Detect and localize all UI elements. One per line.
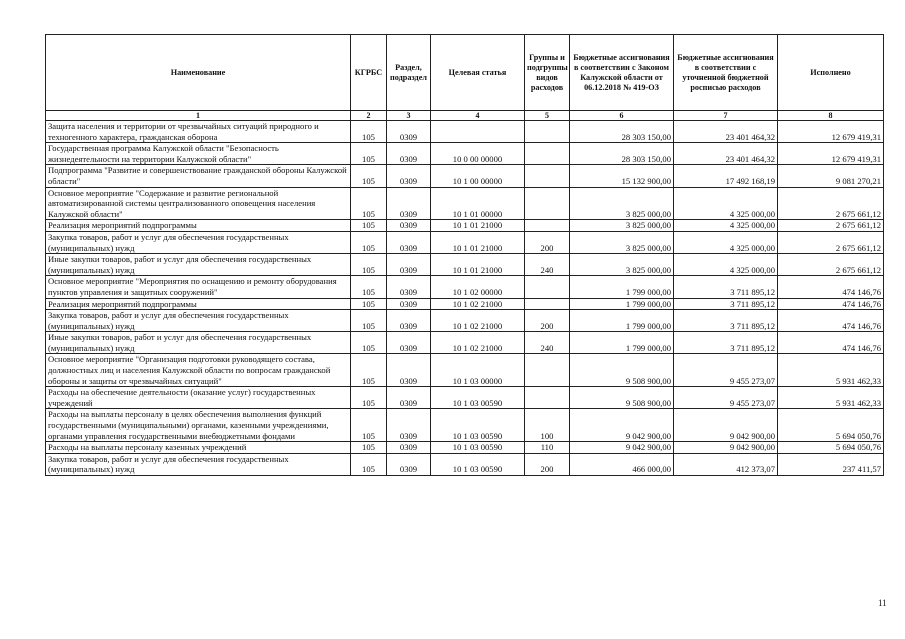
header-target: Целевая статья [431,35,525,111]
cell-refined-amount: 17 492 168,19 [674,165,778,187]
column-number: 6 [570,111,674,121]
cell-kgrbs: 105 [351,387,387,409]
cell-target: 10 1 01 21000 [431,220,525,232]
table-row [46,310,884,332]
cell-name: Основное мероприятие "Мероприятия по оснащению и ремонту оборудования пунктов управления и защитных сооружений" [46,276,351,298]
column-number: 5 [525,111,570,121]
cell-law-amount: 9 042 900,00 [570,442,674,454]
cell-kgrbs: 105 [351,220,387,232]
table-row [46,143,884,165]
cell-name: Расходы на обеспечение деятельности (оказание услуг) государственных учреждений [46,387,351,409]
cell-executed-amount: 5 931 462,33 [778,354,884,387]
cell-group: 240 [525,254,570,276]
header-name: Наименование [46,35,351,111]
table-row [46,254,884,276]
cell-law-amount: 15 132 900,00 [570,165,674,187]
cell-section: 0309 [387,143,431,165]
cell-target: 10 1 02 21000 [431,298,525,310]
column-number: 8 [778,111,884,121]
cell-section: 0309 [387,354,431,387]
cell-section: 0309 [387,220,431,232]
cell-section: 0309 [387,254,431,276]
cell-refined-amount: 3 711 895,12 [674,298,778,310]
header-law: Бюджетные ассигнования в соответствии с Законом Калужской области от 06.12.2018 № 419-ОЗ [570,35,674,111]
budget-document [45,34,883,476]
cell-refined-amount: 9 042 900,00 [674,409,778,442]
cell-section: 0309 [387,121,431,143]
cell-law-amount: 1 799 000,00 [570,276,674,298]
cell-group: 200 [525,310,570,332]
cell-section: 0309 [387,332,431,354]
header-groups: Группы и подгруппы видов расходов [525,35,570,111]
cell-executed-amount: 2 675 661,12 [778,220,884,232]
cell-group [525,187,570,220]
cell-section: 0309 [387,442,431,454]
cell-refined-amount: 412 373,07 [674,453,778,475]
cell-group [525,387,570,409]
cell-executed-amount: 474 146,76 [778,310,884,332]
table-row [46,409,884,442]
cell-executed-amount: 474 146,76 [778,276,884,298]
cell-kgrbs: 105 [351,409,387,442]
cell-law-amount: 1 799 000,00 [570,298,674,310]
cell-name: Защита населения и территории от чрезвычайных ситуаций природного и техногенного характера, гражданская оборона [46,121,351,143]
cell-target: 10 1 02 00000 [431,276,525,298]
cell-name: Реализация мероприятий подпрограммы [46,298,351,310]
cell-executed-amount: 5 931 462,33 [778,387,884,409]
table-row [46,231,884,253]
cell-name: Основное мероприятие "Организация подготовки руководящего состава, должностных лиц и населения Калужской области по вопросам гражданской обороны и защиты от чрезвычайных ситуаций" [46,354,351,387]
cell-group [525,298,570,310]
cell-section: 0309 [387,310,431,332]
cell-law-amount: 9 508 900,00 [570,354,674,387]
cell-refined-amount: 23 401 464,32 [674,121,778,143]
cell-group: 200 [525,231,570,253]
cell-name: Государственная программа Калужской области "Безопасность жизнедеятельности на территории Калужской области" [46,143,351,165]
cell-kgrbs: 105 [351,453,387,475]
cell-target: 10 1 02 21000 [431,332,525,354]
cell-executed-amount: 12 679 419,31 [778,143,884,165]
cell-law-amount: 1 799 000,00 [570,332,674,354]
cell-name: Подпрограмма "Развитие и совершенствование гражданской обороны Калужской области" [46,165,351,187]
cell-kgrbs: 105 [351,298,387,310]
cell-law-amount: 28 303 150,00 [570,121,674,143]
header-executed: Исполнено [778,35,884,111]
cell-refined-amount: 4 325 000,00 [674,231,778,253]
cell-name: Расходы на выплаты персоналу казенных учреждений [46,442,351,454]
cell-group [525,143,570,165]
cell-name: Закупка товаров, работ и услуг для обеспечения государственных (муниципальных) нужд [46,310,351,332]
column-number: 2 [351,111,387,121]
table-row [46,121,884,143]
cell-name: Реализация мероприятий подпрограммы [46,220,351,232]
cell-name: Расходы на выплаты персоналу в целях обеспечения выполнения функций государственными (муниципальными) органами, казенными учреждениями, органами управления государственными внебюджетными фондами [46,409,351,442]
table-row [46,453,884,475]
table-row [46,276,884,298]
column-number: 3 [387,111,431,121]
cell-executed-amount: 5 694 050,76 [778,409,884,442]
cell-kgrbs: 105 [351,442,387,454]
cell-executed-amount: 237 411,57 [778,453,884,475]
cell-refined-amount: 9 455 273,07 [674,354,778,387]
table-row [46,354,884,387]
cell-executed-amount: 12 679 419,31 [778,121,884,143]
table-header [46,35,884,121]
cell-group: 200 [525,453,570,475]
cell-section: 0309 [387,276,431,298]
cell-section: 0309 [387,165,431,187]
cell-name: Закупка товаров, работ и услуг для обеспечения государственных (муниципальных) нужд [46,453,351,475]
cell-section: 0309 [387,298,431,310]
cell-law-amount: 3 825 000,00 [570,254,674,276]
cell-refined-amount: 3 711 895,12 [674,332,778,354]
cell-group [525,354,570,387]
cell-target: 10 1 03 00590 [431,453,525,475]
cell-kgrbs: 105 [351,165,387,187]
cell-executed-amount: 2 675 661,12 [778,254,884,276]
column-number: 4 [431,111,525,121]
cell-target: 10 0 00 00000 [431,143,525,165]
table-row [46,387,884,409]
cell-name: Иные закупки товаров, работ и услуг для обеспечения государственных (муниципальных) нужд [46,332,351,354]
cell-executed-amount: 474 146,76 [778,332,884,354]
cell-kgrbs: 105 [351,310,387,332]
cell-executed-amount: 9 081 270,21 [778,165,884,187]
cell-name: Закупка товаров, работ и услуг для обеспечения государственных (муниципальных) нужд [46,231,351,253]
cell-law-amount: 1 799 000,00 [570,310,674,332]
table-row [46,298,884,310]
cell-law-amount: 466 000,00 [570,453,674,475]
cell-group [525,165,570,187]
cell-executed-amount: 474 146,76 [778,298,884,310]
cell-refined-amount: 9 455 273,07 [674,387,778,409]
cell-section: 0309 [387,187,431,220]
cell-refined-amount: 23 401 464,32 [674,143,778,165]
cell-target: 10 1 03 00590 [431,442,525,454]
cell-executed-amount: 5 694 050,76 [778,442,884,454]
cell-group [525,276,570,298]
cell-section: 0309 [387,231,431,253]
cell-group [525,121,570,143]
cell-law-amount: 3 825 000,00 [570,231,674,253]
cell-group: 100 [525,409,570,442]
table-row [46,332,884,354]
header-kgrbs: КГРБС [351,35,387,111]
cell-kgrbs: 105 [351,121,387,143]
cell-section: 0309 [387,387,431,409]
cell-section: 0309 [387,409,431,442]
cell-law-amount: 9 042 900,00 [570,409,674,442]
cell-name: Иные закупки товаров, работ и услуг для обеспечения государственных (муниципальных) нужд [46,254,351,276]
cell-refined-amount: 9 042 900,00 [674,442,778,454]
cell-law-amount: 28 303 150,00 [570,143,674,165]
column-number: 1 [46,111,351,121]
cell-target: 10 1 03 00000 [431,354,525,387]
cell-law-amount: 9 508 900,00 [570,387,674,409]
cell-law-amount: 3 825 000,00 [570,220,674,232]
cell-group: 240 [525,332,570,354]
table-row [46,220,884,232]
cell-kgrbs: 105 [351,143,387,165]
cell-group [525,220,570,232]
cell-refined-amount: 4 325 000,00 [674,254,778,276]
table-row [46,442,884,454]
header-refined: Бюджетные ассигнования в соответствии с уточненной бюджетной росписью расходов [674,35,778,111]
table-row [46,165,884,187]
cell-law-amount: 3 825 000,00 [570,187,674,220]
budget-table [45,34,884,476]
cell-target [431,121,525,143]
cell-refined-amount: 4 325 000,00 [674,187,778,220]
column-number: 7 [674,111,778,121]
cell-kgrbs: 105 [351,276,387,298]
table-row [46,187,884,220]
cell-target: 10 1 01 21000 [431,231,525,253]
header-section: Раздел, подраздел [387,35,431,111]
cell-target: 10 1 03 00590 [431,409,525,442]
cell-kgrbs: 105 [351,254,387,276]
cell-kgrbs: 105 [351,354,387,387]
cell-kgrbs: 105 [351,231,387,253]
cell-name: Основное мероприятие "Содержание и развитие региональной автоматизированной системы централизованного оповещения населения Калужской области" [46,187,351,220]
cell-section: 0309 [387,453,431,475]
table-body [46,121,884,476]
cell-target: 10 1 02 21000 [431,310,525,332]
cell-target: 10 1 03 00590 [431,387,525,409]
cell-target: 10 1 01 00000 [431,187,525,220]
page-number: 11 [878,598,887,608]
cell-target: 10 1 00 00000 [431,165,525,187]
cell-refined-amount: 4 325 000,00 [674,220,778,232]
cell-refined-amount: 3 711 895,12 [674,276,778,298]
cell-kgrbs: 105 [351,332,387,354]
cell-executed-amount: 2 675 661,12 [778,187,884,220]
cell-refined-amount: 3 711 895,12 [674,310,778,332]
cell-group: 110 [525,442,570,454]
cell-target: 10 1 01 21000 [431,254,525,276]
cell-executed-amount: 2 675 661,12 [778,231,884,253]
cell-kgrbs: 105 [351,187,387,220]
